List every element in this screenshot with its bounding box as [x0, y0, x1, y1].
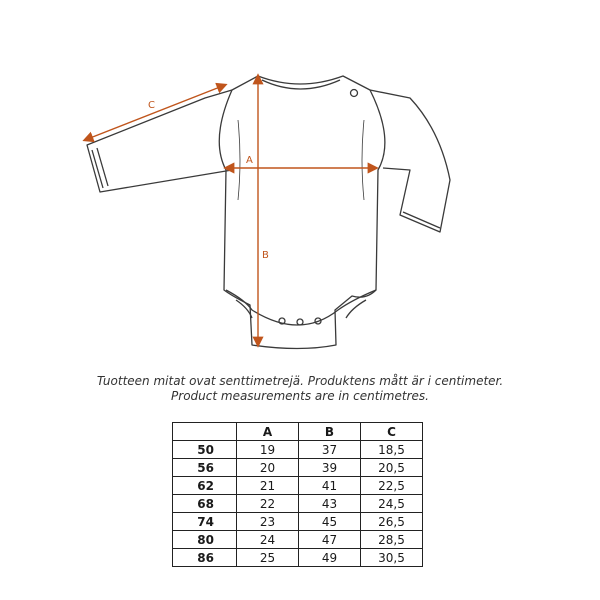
value-a: 19: [237, 441, 299, 459]
value-a: 21: [237, 477, 299, 495]
table-row: [173, 513, 423, 531]
value-b: 49: [299, 549, 361, 567]
table-row: [173, 531, 423, 549]
bodysuit-outline: [87, 76, 450, 349]
measure-label-b: B: [262, 250, 269, 261]
table-row: [173, 441, 423, 459]
header-size: [173, 423, 237, 441]
measurement-lines: [85, 76, 376, 345]
value-c: 26,5: [361, 513, 423, 531]
size-cell: 86: [173, 549, 237, 567]
size-cell: 62: [173, 477, 237, 495]
value-b: 45: [299, 513, 361, 531]
value-c: 28,5: [361, 531, 423, 549]
table-row: [173, 459, 423, 477]
value-a: 24: [237, 531, 299, 549]
header-a: A: [237, 423, 299, 441]
measure-label-c: C: [148, 100, 155, 111]
size-cell: 68: [173, 495, 237, 513]
table-row: [173, 495, 423, 513]
value-b: 43: [299, 495, 361, 513]
table-row: [173, 549, 423, 567]
value-b: 41: [299, 477, 361, 495]
value-b: 47: [299, 531, 361, 549]
value-a: 22: [237, 495, 299, 513]
measure-label-a: A: [246, 155, 253, 166]
value-c: 24,5: [361, 495, 423, 513]
size-cell: 56: [173, 459, 237, 477]
value-a: 23: [237, 513, 299, 531]
size-cell: 74: [173, 513, 237, 531]
value-c: 30,5: [361, 549, 423, 567]
value-c: 20,5: [361, 459, 423, 477]
size-cell: 50: [173, 441, 237, 459]
caption-fi-sv: Tuotteen mitat ovat senttimetrejä. Produktens mått är i centimeter.: [96, 374, 504, 388]
value-c: 18,5: [361, 441, 423, 459]
caption-en: Product measurements are in centimetres.: [171, 389, 429, 403]
size-table: [172, 422, 423, 567]
table-row: [173, 477, 423, 495]
value-b: 39: [299, 459, 361, 477]
value-a: 20: [237, 459, 299, 477]
value-c: 22,5: [361, 477, 423, 495]
value-a: 25: [237, 549, 299, 567]
value-b: 37: [299, 441, 361, 459]
header-c: C: [361, 423, 423, 441]
size-table-header-row: [173, 423, 423, 441]
size-cell: 80: [173, 531, 237, 549]
header-b: B: [299, 423, 361, 441]
measure-line-c: [85, 85, 225, 140]
